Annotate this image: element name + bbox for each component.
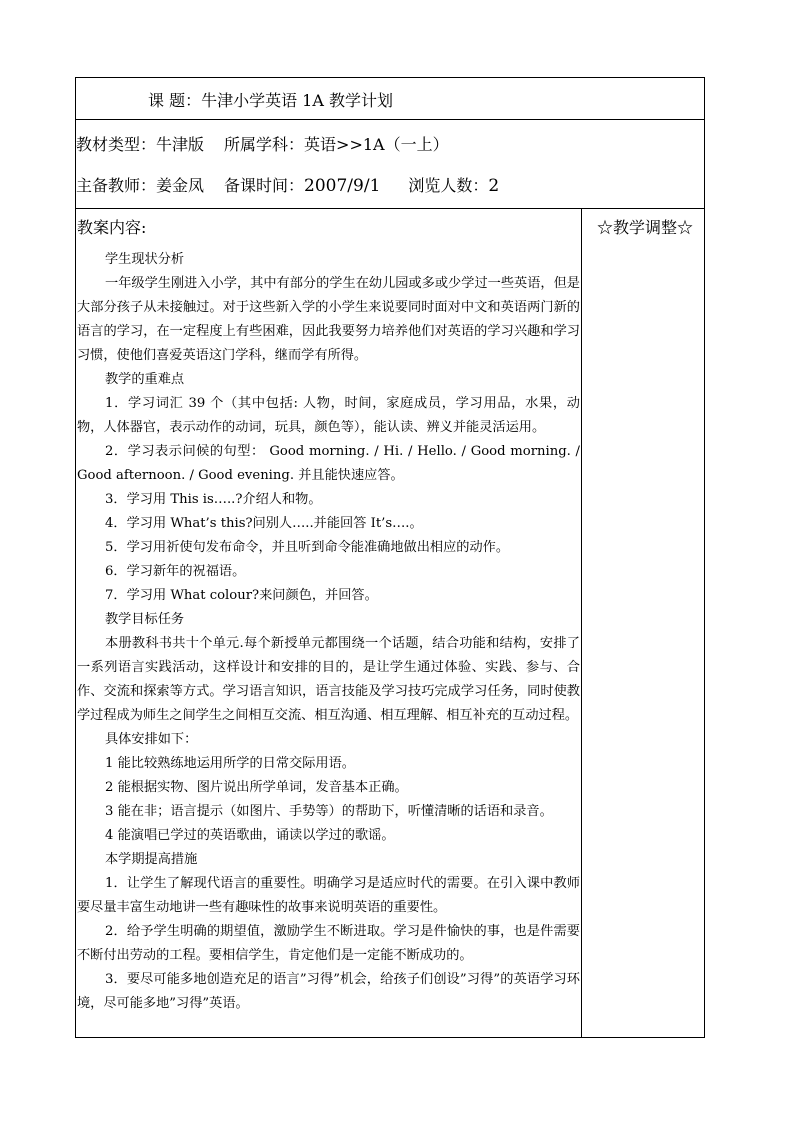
content-paragraph: 1 能比较熟练地运用所学的日常交际用语。 [105,756,355,771]
content-paragraph: 3．学习用 This is…..?介绍人和物。 [105,492,322,507]
title-label: 课 题： [148,91,202,110]
content-paragraph: 1．学习词汇 39 个（其中包括: 人物，时间，家庭成员，学习用品，水果，动物，人体器官，表示动作的动词，玩具，颜色等），能认读、辨义并能灵活运用。 [77,396,580,435]
content-label: 教案内容: [77,218,147,237]
content-paragraph: 1．让学生了解现代语言的重要性。明确学习是适应时代的需要。在引入课中教师要尽量丰富生动地讲一些有趣味性的故事来说明英语的重要性。 [77,876,580,915]
content-paragraph: 2 能根据实物、图片说出所学单词，发音基本正确。 [105,780,408,795]
section-heading: 具体安排如下： [105,732,198,747]
content-paragraph: 5．学习用祈使句发布命令，并且听到命令能准确地做出相应的动作。 [105,540,510,555]
views-label: 浏览人数： [408,176,489,195]
title-value: 牛津小学英语 1A 教学计划 [201,91,394,110]
subject-value: 英语>>1A（一上） [304,135,449,154]
section-heading: 教学目标任务 [105,612,185,627]
material-type-label: 教材类型： [76,135,157,154]
content-paragraph: 6．学习新年的祝福语。 [105,564,246,579]
content-paragraph: 一年级学生刚进入小学，其中有部分的学生在幼儿园或多或少学过一些英语，但是大部分孩子从未接触过。对于这些新入学的小学生来说要同时面对中文和英语两门新的语言的学习，在一定程度上有些困难，因此我要努力培养他们对英语的学习兴趣和学习习惯，使他们喜爱英语这门学科，继而学有所得。 [77,276,580,363]
content-paragraph: 2．给予学生明确的期望值，激励学生不断进取。学习是件愉快的事，也是件需要不断付出劳动的工程。要相信学生，肯定他们是一定能不断成功的。 [77,924,580,963]
subject-label: 所属学科： [224,135,305,154]
section-heading: 教学的重难点 [105,372,185,387]
row-divider [76,119,704,120]
teaching-adjustment-header: ☆教学调整☆ [596,218,693,237]
lesson-content [77,248,580,1016]
views-value: 2 [488,176,500,196]
content-paragraph: 4 能演唱已学过的英语歌曲，诵读以学过的歌谣。 [105,828,395,843]
title-row [148,88,393,111]
teacher-value: 姜金凤 [156,176,205,195]
lesson-plan-table [75,77,705,1038]
content-paragraph: 4．学习用 What’s this?问别人…..并能回答 It’s….。 [105,516,423,531]
material-row [76,132,449,155]
row-divider [76,208,704,209]
content-paragraph: 3．要尽可能多地创造充足的语言”习得”机会，给孩子们创设”习得”的英语学习环境，尽可能多地”习得”英语。 [77,972,580,1011]
section-heading: 本学期提高措施 [105,852,198,867]
teacher-label: 主备教师： [76,176,157,195]
teacher-row [76,173,499,196]
prep-time-value: 2007/9/1 [304,176,381,196]
section-heading: 学生现状分析 [105,252,185,267]
content-paragraph: 3 能在非；语言提示（如图片、手势等）的帮助下，听懂清晰的话语和录音。 [105,804,553,819]
prep-time-label: 备课时间： [224,176,305,195]
content-paragraph: 本册教科书共十个单元.每个新授单元都围绕一个话题，结合功能和结构，安排了一系列语言实践活动，这样设计和安排的目的，是让学生通过体验、实践、参与、合作、交流和探索等方式。学习语言知识，语言技能及学习技巧完成学习任务，同时使教学过程成为师生之间学生之间相互交流、相互沟通、相互理解、相互补充的互动过程。 [77,636,580,723]
content-paragraph: 2．学习表示问候的句型： Good morning. / Hi. / Hello. / Good morning. / Good afternoon. / Good evening. 并且能快速应答。 [77,444,580,483]
column-divider [581,208,582,1037]
material-type-value: 牛津版 [156,135,205,154]
content-paragraph: 7．学习用 What colour?来问颜色，并回答。 [105,588,378,603]
